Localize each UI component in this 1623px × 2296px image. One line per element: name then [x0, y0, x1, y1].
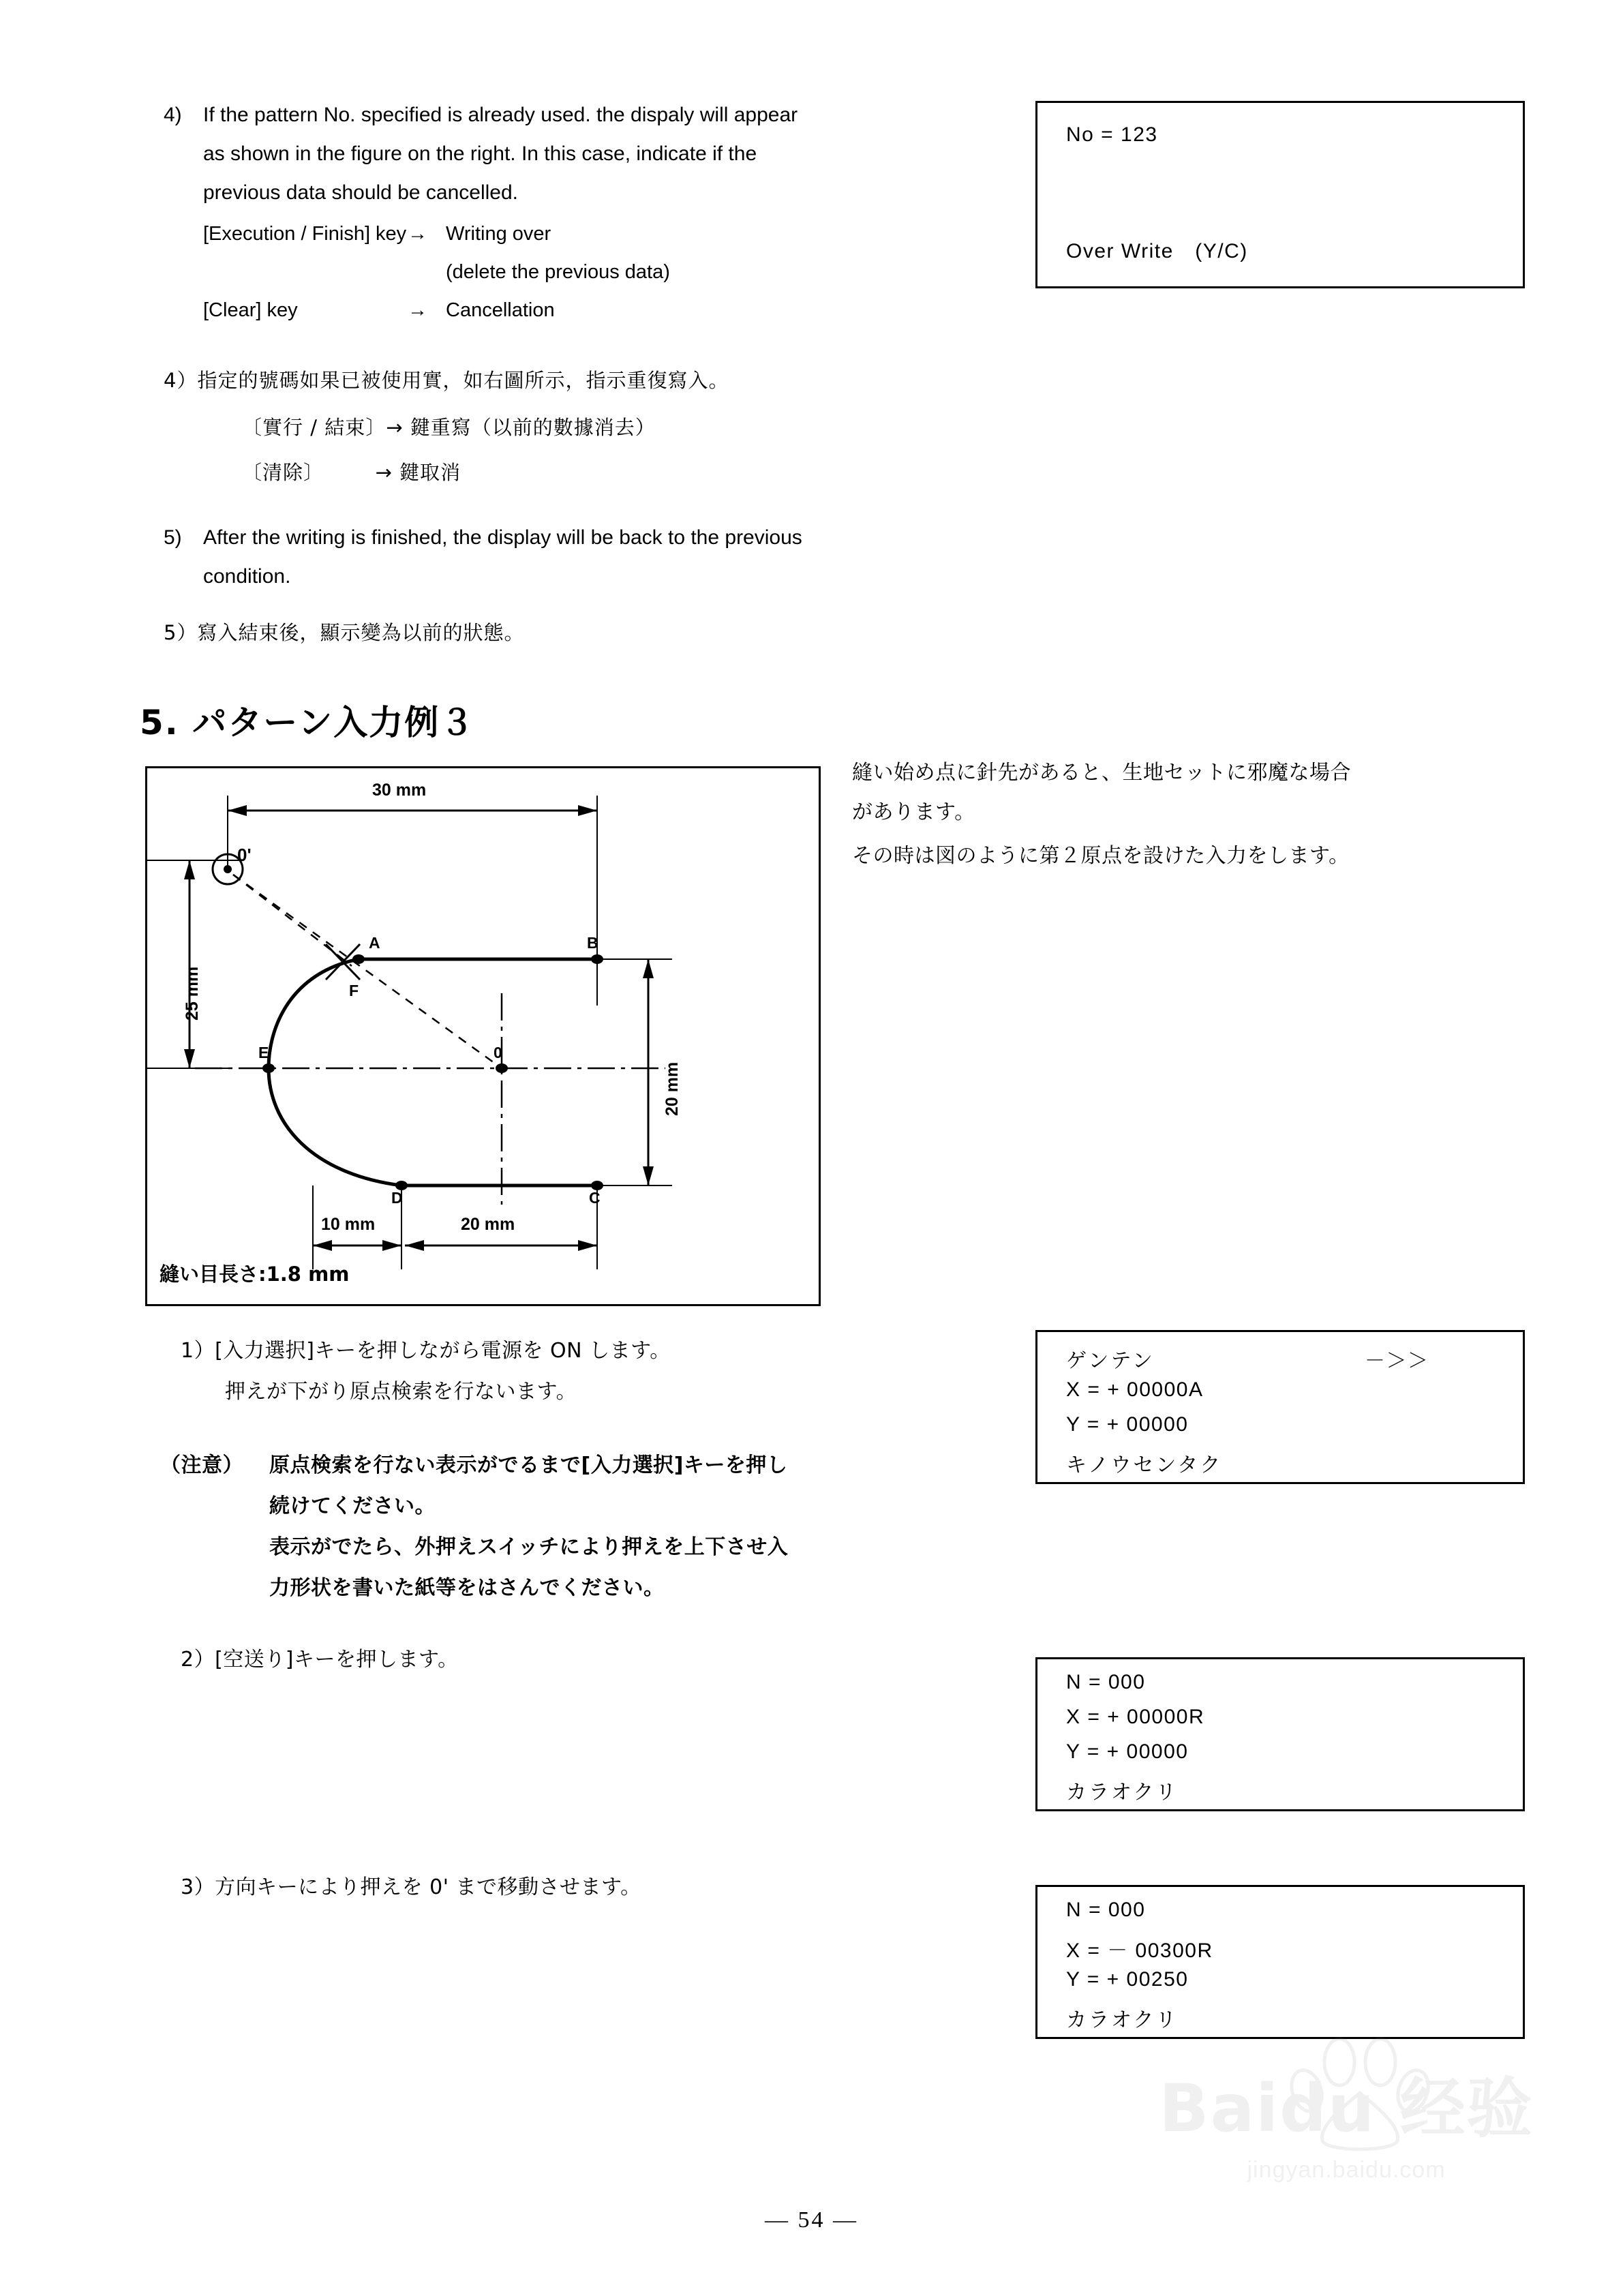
step-4-key-table — [203, 215, 1002, 329]
key-name-clear: [Clear] key — [203, 299, 298, 321]
point-label-e: E — [258, 1044, 269, 1061]
step-1-display-line-y: Y = + 00000 — [1066, 1413, 1189, 1436]
dimension-left-height: 25 mm — [183, 966, 202, 1021]
step-1-display-line-x: X = + 00000A — [1066, 1378, 1204, 1401]
step-3-display-line-y: Y = + 00250 — [1066, 1968, 1189, 1991]
dimension-bottom-left: 10 mm — [321, 1215, 376, 1234]
step-1-line-2: 押えが下がり原点検索を行ないます。 — [225, 1380, 577, 1404]
step-1-display-box — [1035, 1330, 1525, 1484]
step-2-display-line-n: N = 000 — [1066, 1671, 1146, 1693]
step-1-display-line-1-right: －＞＞ — [1365, 1350, 1429, 1372]
note-line-2: 続けてください。 — [269, 1494, 436, 1518]
dimension-bottom-right: 20 mm — [461, 1215, 515, 1234]
point-label-d: D — [391, 1189, 403, 1207]
step-4-chinese-line-3: 〔清除〕 → 鍵取消 — [242, 461, 461, 484]
step-5-marker: 5) — [164, 526, 182, 549]
step-4-chinese-line-1: 4）指定的號碼如果已被使用實，如右圖所示，指示重復寫入。 — [164, 369, 729, 392]
point-label-origin: 0 — [494, 1044, 502, 1061]
step-3-line-1: 3）方向キーにより押えを 0' まで移動させます。 — [181, 1875, 641, 1899]
step-2-display-line-x: X = + 00000R — [1066, 1706, 1205, 1728]
step-4-chinese-line-2: 〔實行 / 結束〕→ 鍵重寫（以前的數據消去） — [242, 416, 656, 439]
overwrite-display-line-no: No = 123 — [1066, 123, 1158, 146]
overwrite-display-line-prompt: Over Write (Y/C) — [1066, 240, 1248, 262]
intro-japanese-line-2: があります。 — [852, 800, 975, 824]
point-label-f: F — [349, 982, 359, 999]
key-result-execution: Writing over — [446, 223, 551, 245]
step-2-display-line-y: Y = + 00000 — [1066, 1740, 1189, 1763]
watermark-subtext: jingyan.baidu.com — [1247, 2157, 1446, 2183]
step-2-display-line-mode: カラオクリ — [1066, 1781, 1179, 1804]
key-row-clear — [203, 291, 1002, 329]
key-row-execution — [203, 215, 1002, 253]
step-3-display-line-x: X = － 00300R — [1066, 1939, 1213, 1962]
arrow-icon: → — [408, 223, 427, 245]
step-3-display-box — [1035, 1885, 1525, 2039]
step-5-english — [164, 518, 1002, 596]
step-5-line-2: condition. — [203, 565, 291, 588]
dimension-top-width: 30 mm — [372, 781, 427, 800]
baidu-paw-icon — [1135, 2035, 1558, 2154]
intro-japanese-line-1: 縫い始め点に針先があると、生地セットに邪魔な場合 — [852, 761, 1351, 785]
point-label-a: A — [369, 934, 380, 952]
watermark-text: Baidu 经验 — [1159, 2070, 1534, 2147]
arrow-icon: → — [408, 299, 427, 321]
stitch-length-caption: 縫い目長さ:1.8 mm — [160, 1263, 350, 1286]
section-heading: 5. パターン入力例３ — [140, 703, 476, 742]
step-3-display-line-n: N = 000 — [1066, 1899, 1146, 1921]
dimension-right-height: 20 mm — [663, 1061, 682, 1116]
step-4-line-3: previous data should be cancelled. — [203, 181, 518, 204]
key-name-execution: [Execution / Finish] key — [203, 223, 407, 245]
point-label-b: B — [587, 934, 598, 952]
step-4-english — [164, 95, 1002, 329]
step-3-display-line-mode: カラオクリ — [1066, 2008, 1179, 2032]
note-marker: （注意） — [160, 1453, 243, 1477]
key-result-clear: Cancellation — [446, 299, 555, 321]
step-5-chinese-line-1: 5）寫入結束後，顯示變為以前的狀態。 — [164, 621, 525, 644]
step-1-display-line-mode: キノウセンタク — [1066, 1453, 1223, 1477]
step-1-display-line-1-left: ゲンテン — [1066, 1349, 1155, 1373]
page-number: — 54 — — [765, 2207, 858, 2233]
step-4-line-1: If the pattern No. specified is already used. the dispaly will appear — [203, 104, 798, 126]
note-line-3: 表示がでたら、外押えスイッチにより押えを上下させ入 — [269, 1535, 789, 1559]
point-label-o-prime: 0' — [237, 845, 252, 865]
step-1-line-1: 1）[入力選択]キーを押しながら電源を ON します。 — [181, 1339, 671, 1363]
step-2-display-box — [1035, 1657, 1525, 1811]
step-2-line-1: 2）[空送り]キーを押します。 — [181, 1648, 459, 1672]
note-line-1: 原点検索を行ない表示がでるまで[入力選択]キーを押し — [269, 1453, 788, 1477]
overwrite-display-box — [1035, 101, 1525, 288]
step-4-marker: 4) — [164, 104, 182, 126]
intro-japanese-line-3: その時は図のように第２原点を設けた入力をします。 — [852, 844, 1350, 868]
key-note-delete-previous: (delete the previous data) — [446, 261, 670, 283]
step-4-line-2: as shown in the figure on the right. In this case, indicate if the — [203, 142, 757, 165]
baidu-watermark — [1135, 2035, 1558, 2184]
step-5-line-1: After the writing is finished, the display will be back to the previous — [203, 526, 802, 549]
pattern-figure — [145, 766, 821, 1306]
note-line-4: 力形状を書いた紙等をはさんでください。 — [269, 1576, 665, 1600]
point-label-c: C — [589, 1189, 601, 1207]
